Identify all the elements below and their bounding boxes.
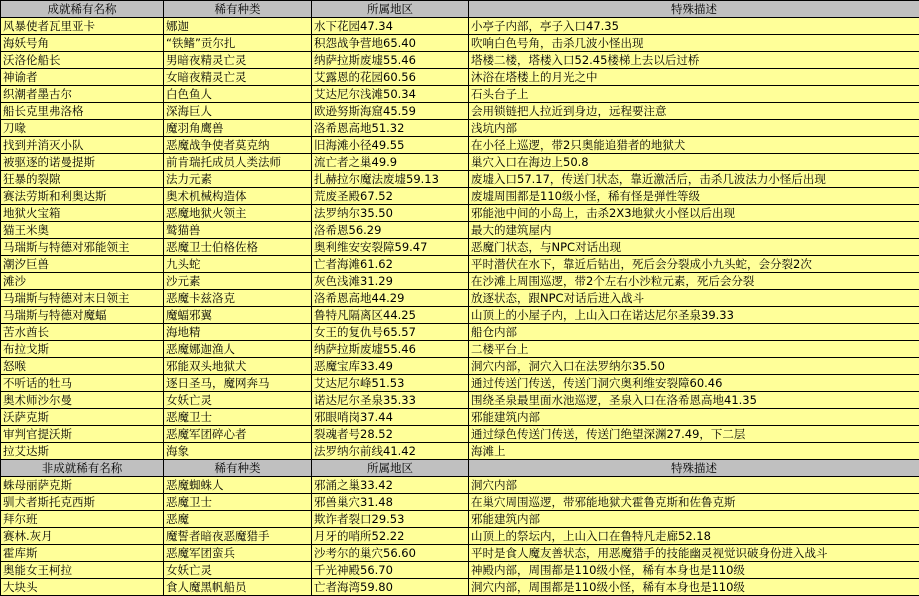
rare-name-cell: 潮汐巨兽 <box>1 256 164 273</box>
rare-name-cell: 赛法劳斯和利奥达斯 <box>1 188 164 205</box>
table-row <box>1 120 919 137</box>
table-row <box>1 477 919 494</box>
rare-name-cell: 大块头 <box>1 579 164 596</box>
zone-cell: 洛希恩56.29 <box>312 222 469 239</box>
zone-cell: 艾达尼尔峰51.53 <box>312 375 469 392</box>
description-cell: 神殿内部，周围都是110级小怪，稀有本身也是110级 <box>469 562 919 579</box>
rare-type-cell: 恶魔卫士 <box>164 409 312 426</box>
zone-cell: 洛希恩高地44.29 <box>312 290 469 307</box>
zone-cell: 水下花园47.34 <box>312 18 469 35</box>
zone-cell: 扎赫拉尔魔法废墟59.13 <box>312 171 469 188</box>
table-row <box>1 188 919 205</box>
rare-type-cell: 娜迦 <box>164 18 312 35</box>
type-header: 稀有种类 <box>164 460 312 477</box>
description-cell: 邪能池中间的小岛上，击杀2X3地狱火小怪以后出现 <box>469 205 919 222</box>
zone-cell: 恶魔宝库33.49 <box>312 358 469 375</box>
zone-cell: 鲁特凡隔离区44.25 <box>312 307 469 324</box>
rare-type-cell: 食人魔黑帆船员 <box>164 579 312 596</box>
table-row <box>1 528 919 545</box>
rare-name-cell: 蛛母丽萨克斯 <box>1 477 164 494</box>
description-cell: 山顶上的小屋子内，上山入口在诺达尼尔圣泉39.33 <box>469 307 919 324</box>
description-cell: 石头台子上 <box>469 86 919 103</box>
table-row <box>1 154 919 171</box>
description-cell: 废墟入口57.17，传送门状态，靠近激活后，击杀几波法力小怪后出现 <box>469 171 919 188</box>
rare-type-cell: 恶魔军团蛮兵 <box>164 545 312 562</box>
zone-cell: 洛希恩高地51.32 <box>312 120 469 137</box>
rare-type-cell: 魔羽角鹰兽 <box>164 120 312 137</box>
rare-type-cell: 沙元素 <box>164 273 312 290</box>
table-row <box>1 545 919 562</box>
rare-type-cell: “铁鳍”贡尔扎 <box>164 35 312 52</box>
zone-cell: 欺诈者裂口29.53 <box>312 511 469 528</box>
table-row <box>1 494 919 511</box>
rare-name-cell: 布拉戈斯 <box>1 341 164 358</box>
rare-name-cell: 拉艾达斯 <box>1 443 164 460</box>
description-cell: 最大的建筑屋内 <box>469 222 919 239</box>
zone-cell: 法罗纳尔35.50 <box>312 205 469 222</box>
rare-name-cell: 被驱逐的诺曼提斯 <box>1 154 164 171</box>
rare-name-cell: 找到并消灭小队 <box>1 137 164 154</box>
header-row <box>1 460 919 477</box>
description-cell: 邪能建筑内部 <box>469 409 919 426</box>
zone-cell: 千光神殿56.70 <box>312 562 469 579</box>
rare-type-cell: 魔誓者暗夜恶魔猎手 <box>164 528 312 545</box>
zone-cell: 沙考尔的巢穴56.60 <box>312 545 469 562</box>
rare-name-cell: 神谕者 <box>1 69 164 86</box>
zone-cell: 法罗纳尔前线41.42 <box>312 443 469 460</box>
rare-type-cell: 女暗夜精灵亡灵 <box>164 69 312 86</box>
table-row <box>1 307 919 324</box>
rare-type-cell: 逐日圣马，魔网奔马 <box>164 375 312 392</box>
zone-cell: 纳萨拉斯废墟55.46 <box>312 341 469 358</box>
table-row <box>1 35 919 52</box>
rare-name-cell: 审判官提沃斯 <box>1 426 164 443</box>
description-cell: 沐浴在塔楼上的月光之中 <box>469 69 919 86</box>
zone-cell: 积怨战争营地65.40 <box>312 35 469 52</box>
rare-type-cell: 海象 <box>164 443 312 460</box>
description-cell: 在沙滩上周围巡逻，带2个左右小沙粒元素，死后会分裂 <box>469 273 919 290</box>
rare-name-cell: 滩沙 <box>1 273 164 290</box>
rare-type-cell: 魔蝠邪翼 <box>164 307 312 324</box>
rare-type-cell: 前肯瑞托成员人类法师 <box>164 154 312 171</box>
table-row <box>1 511 919 528</box>
type-header: 稀有种类 <box>164 1 312 18</box>
description-cell: 巢穴入口在海边上50.8 <box>469 154 919 171</box>
description-cell: 二楼平台上 <box>469 341 919 358</box>
zone-cell: 亡者海滩61.62 <box>312 256 469 273</box>
zone-cell: 艾露恩的花园60.56 <box>312 69 469 86</box>
rare-name-cell: 猫王米奥 <box>1 222 164 239</box>
rare-name-cell: 怒喉 <box>1 358 164 375</box>
rare-name-cell: 马瑞斯与特德对末日领主 <box>1 290 164 307</box>
rare-type-cell: 恶魔卡兹洛克 <box>164 290 312 307</box>
name-header: 成就稀有名称 <box>1 1 164 18</box>
zone-cell: 欧逊努斯海窟45.59 <box>312 103 469 120</box>
table-row <box>1 409 919 426</box>
description-cell: 邪能建筑内部 <box>469 511 919 528</box>
table-row <box>1 562 919 579</box>
rare-name-cell: 拜尔班 <box>1 511 164 528</box>
rare-type-cell: 恶魔娜迦渔人 <box>164 341 312 358</box>
description-cell: 洞穴内部，洞穴入口在法罗纳尔35.50 <box>469 358 919 375</box>
description-cell: 通过绿色传送门传送，传送门绝望深渊27.49，下二层 <box>469 426 919 443</box>
table-row <box>1 171 919 188</box>
rare-name-cell: 马瑞斯与特德对邪能领主 <box>1 239 164 256</box>
zone-cell: 奥利维安安裂障59.47 <box>312 239 469 256</box>
table-row <box>1 103 919 120</box>
zone-cell: 纳萨拉斯废墟55.46 <box>312 52 469 69</box>
zone-cell: 邪兽巢穴31.48 <box>312 494 469 511</box>
table-row <box>1 256 919 273</box>
rare-type-cell: 恶魔战争使者莫克纳 <box>164 137 312 154</box>
table-row <box>1 341 919 358</box>
description-cell: 吹响白色号角，击杀几波小怪出现 <box>469 35 919 52</box>
description-cell: 放逐状态，跟NPC对话后进入战斗 <box>469 290 919 307</box>
rare-type-cell: 奥术机械构造体 <box>164 188 312 205</box>
rare-type-cell: 邪能双头地狱犬 <box>164 358 312 375</box>
description-cell: 通过传送门传送，传送门洞穴奥利维安裂障60.46 <box>469 375 919 392</box>
rare-type-cell: 九头蛇 <box>164 256 312 273</box>
rare-name-cell: 船长克里弗洛格 <box>1 103 164 120</box>
description-cell: 塔楼二楼，塔楼入口52.45楼梯上去以后过桥 <box>469 52 919 69</box>
table-row <box>1 69 919 86</box>
rare-name-cell: 地狱火宝箱 <box>1 205 164 222</box>
rare-type-cell: 女妖亡灵 <box>164 562 312 579</box>
table-row <box>1 86 919 103</box>
rare-type-cell: 恶魔卫士 <box>164 494 312 511</box>
description-cell: 小亭子内部，亭子入口47.35 <box>469 18 919 35</box>
table-row <box>1 222 919 239</box>
name-header: 非成就稀有名称 <box>1 460 164 477</box>
rare-type-cell: 恶魔 <box>164 511 312 528</box>
zone-cell: 月牙的哨所52.22 <box>312 528 469 545</box>
rare-type-cell: 恶魔卫士伯格佐格 <box>164 239 312 256</box>
rare-type-cell: 恶魔军团碎心者 <box>164 426 312 443</box>
description-cell: 平时是食人魔友善状态，用恶魔猎手的技能幽灵视觉识破身份进入战斗 <box>469 545 919 562</box>
zone-cell: 旧海滩小径49.55 <box>312 137 469 154</box>
rare-name-cell: 风暴使者瓦里亚卡 <box>1 18 164 35</box>
rare-name-cell: 奥能女王柯拉 <box>1 562 164 579</box>
table-row <box>1 375 919 392</box>
table-row <box>1 443 919 460</box>
table-row <box>1 239 919 256</box>
description-cell: 船仓内部 <box>469 324 919 341</box>
table-row <box>1 18 919 35</box>
description-cell: 平时潜伏在水下，靠近后钻出，死后会分裂成小九头蛇，会分裂2次 <box>469 256 919 273</box>
zone-cell: 流亡者之巢49.9 <box>312 154 469 171</box>
rare-name-cell: 织潮者墨古尔 <box>1 86 164 103</box>
rare-name-cell: 霍库斯 <box>1 545 164 562</box>
rare-name-cell: 奥术师沙尔曼 <box>1 392 164 409</box>
table-row <box>1 324 919 341</box>
rare-name-cell: 赛林.灰月 <box>1 528 164 545</box>
table-row <box>1 137 919 154</box>
rare-type-cell: 恶魔蜘蛛人 <box>164 477 312 494</box>
table-row <box>1 579 919 596</box>
zone-cell: 灰色浅滩31.29 <box>312 273 469 290</box>
description-cell: 浅坑内部 <box>469 120 919 137</box>
description-cell: 在巢穴周围巡逻，带邪能地狱犬霍鲁克斯和佐鲁克斯 <box>469 494 919 511</box>
table-body <box>1 1 919 596</box>
rare-name-cell: 驯犬者斯托克西斯 <box>1 494 164 511</box>
desc-header: 特殊描述 <box>469 460 919 477</box>
zone-header: 所属地区 <box>312 1 469 18</box>
table-row <box>1 358 919 375</box>
description-cell: 海滩上 <box>469 443 919 460</box>
table-row <box>1 273 919 290</box>
description-cell: 恶魔门状态，与NPC对话出现 <box>469 239 919 256</box>
rare-name-cell: 沃洛伦船长 <box>1 52 164 69</box>
description-cell: 废墟周围都是110级小怪，稀有怪是弹性等级 <box>469 188 919 205</box>
zone-cell: 荒废圣殿67.52 <box>312 188 469 205</box>
table-row <box>1 426 919 443</box>
desc-header: 特殊描述 <box>469 1 919 18</box>
zone-cell: 邪眼哨岗37.44 <box>312 409 469 426</box>
table-row <box>1 205 919 222</box>
table-row <box>1 392 919 409</box>
zone-cell: 艾达尼尔浅滩50.34 <box>312 86 469 103</box>
rare-type-cell: 男暗夜精灵亡灵 <box>164 52 312 69</box>
rare-type-cell: 恶魔地狱火领主 <box>164 205 312 222</box>
rare-name-cell: 马瑞斯与特德对魔蝠 <box>1 307 164 324</box>
rare-type-cell: 白色鱼人 <box>164 86 312 103</box>
zone-header: 所属地区 <box>312 460 469 477</box>
rare-name-cell: 不听话的牡马 <box>1 375 164 392</box>
table-row <box>1 290 919 307</box>
rare-name-cell: 刀喙 <box>1 120 164 137</box>
rare-type-cell: 深海巨人 <box>164 103 312 120</box>
rare-type-cell: 法力元素 <box>164 171 312 188</box>
rare-name-cell: 沃萨克斯 <box>1 409 164 426</box>
zone-cell: 邪涌之巢33.42 <box>312 477 469 494</box>
description-cell: 洞穴内部，周围都是110级小怪，稀有本身也是110级 <box>469 579 919 596</box>
description-cell: 洞穴内部 <box>469 477 919 494</box>
rare-type-cell: 鹫猫兽 <box>164 222 312 239</box>
description-cell: 会用锁链把人拉近到身边，远程要注意 <box>469 103 919 120</box>
table-row <box>1 52 919 69</box>
header-row <box>1 1 919 18</box>
zone-cell: 女王的复仇号65.57 <box>312 324 469 341</box>
rare-type-cell: 海地精 <box>164 324 312 341</box>
rare-name-cell: 苦水酋长 <box>1 324 164 341</box>
description-cell: 山顶上的祭坛内，上山入口在鲁特凡走廊52.18 <box>469 528 919 545</box>
zone-cell: 诺达尼尔圣泉35.33 <box>312 392 469 409</box>
description-cell: 围绕圣泉最里面水池巡逻，圣泉入口在洛希恩高地41.35 <box>469 392 919 409</box>
zone-cell: 亡者海湾59.80 <box>312 579 469 596</box>
rare-name-cell: 狂暴的裂隙 <box>1 171 164 188</box>
zone-cell: 裂魂者号28.52 <box>312 426 469 443</box>
description-cell: 在小径上巡逻，带2只奥能追猎者的地狱犬 <box>469 137 919 154</box>
rare-name-cell: 海妖号角 <box>1 35 164 52</box>
rare-type-cell: 女妖亡灵 <box>164 392 312 409</box>
